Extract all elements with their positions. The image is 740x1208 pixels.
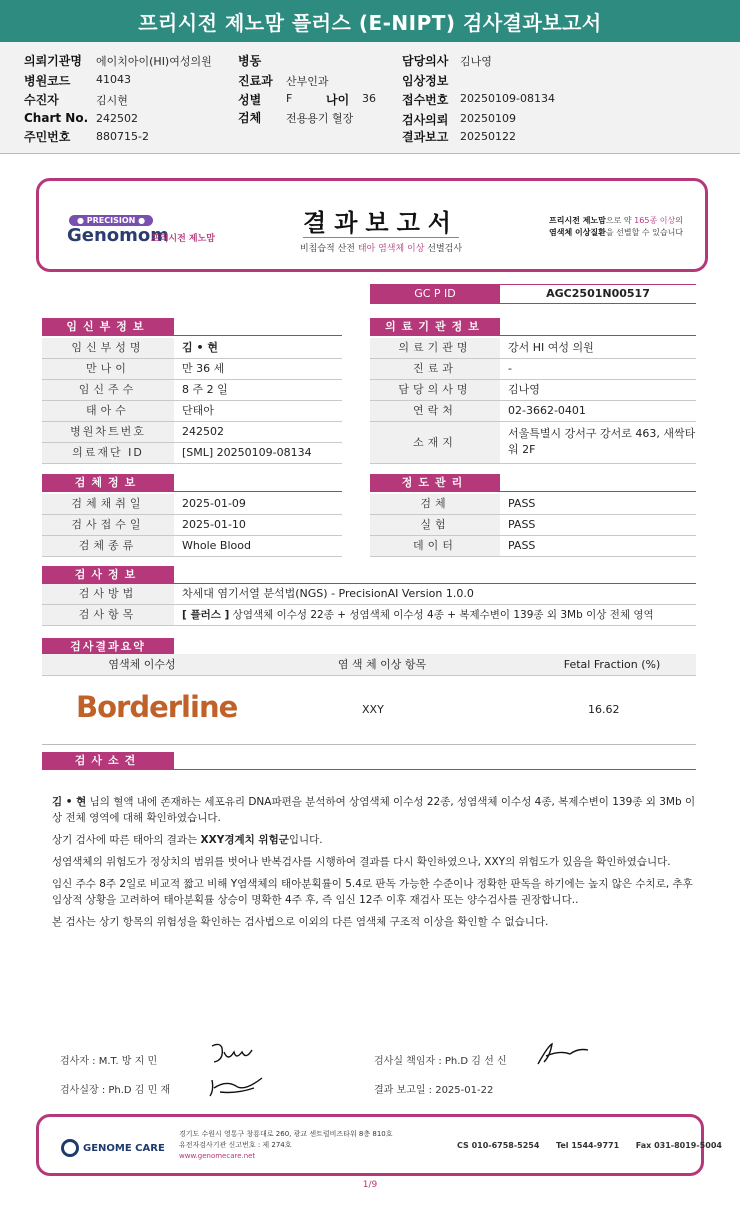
cs-number: CS 010-6758-5254 — [457, 1141, 540, 1150]
institution-info-value: 김나영 — [508, 383, 540, 396]
report-header — [36, 178, 708, 272]
pregnant-info-value: 242502 — [182, 425, 224, 438]
finding-3: 성염색체의 위험도가 정상치의 범위를 벗어나 반복검사를 시행하여 결과를 다시 확인하였으나, XXY의 위험도가 있음을 확인하였습니다. — [52, 856, 671, 868]
summary-col-aneuploidy: 염색체 이수성 — [108, 658, 176, 671]
tester-signature: 검사자 : M.T. 방 지 민 — [60, 1056, 158, 1067]
test-items-value: [ 플러스 ] 상염색체 이수성 22종 + 성염색체 이수성 4종 + 복제수변이 139종 외 3Mb 이상 전체 영역 — [182, 609, 654, 621]
quality-control-row — [370, 536, 696, 557]
address-value-line2: 워 2F — [508, 443, 536, 456]
fax-number: Fax 031-8019-5004 — [635, 1141, 722, 1150]
institution-info-label: 연락처 — [370, 401, 500, 421]
institution-info-label: 진료과 — [370, 359, 500, 379]
lab-address: 경기도 수원시 영통구 창룡대로 260, 광교 센트럴비즈타워 8층 810호 유전자검사기관 신고번호 : 제 274호 www.genomecare.net — [179, 1130, 393, 1160]
pregnant-info-label: 병원차트번호 — [42, 422, 174, 442]
test-method-label: 검사방법 — [42, 584, 174, 604]
clinical-label: 임상정보 — [402, 74, 449, 88]
website-link[interactable]: www.genomecare.net — [179, 1152, 256, 1160]
test-items-row — [42, 605, 696, 626]
specimen-value: 전용용기 혈장 — [286, 112, 354, 125]
summary-col-abnormal-item: 염 색 체 이상 항목 — [337, 658, 427, 671]
quality-control-value: PASS — [508, 539, 536, 552]
gcpid-label: GC P ID — [370, 284, 500, 304]
section-institution-info: 의료기관정보 — [370, 318, 500, 336]
finding-5: 본 검사는 상기 항목의 위험성을 확인하는 검사법으로 이외의 다른 염색체 구조적 이상을 확인할 수 없습니다. — [52, 916, 549, 928]
institution-info-value: - — [508, 362, 512, 375]
summary-col-fetal-fraction: Fetal Fraction (%) — [563, 658, 661, 671]
page-number: 1/9 — [362, 1180, 378, 1190]
receipt-label: 접수번호 — [402, 93, 449, 107]
heading-underline — [303, 237, 459, 238]
dept-value: 산부인과 — [286, 75, 329, 88]
specimen-info-row — [42, 536, 342, 557]
address-label: 소재지 — [370, 422, 500, 463]
genome-care-logo: GENOME CARE — [61, 1139, 165, 1157]
footer-box — [36, 1114, 722, 1176]
precision-badge: ● PRECISION ● — [69, 215, 153, 226]
age-value: 36 — [362, 92, 376, 105]
hospital-label: 의뢰기관명 — [24, 54, 82, 68]
section-findings: 검사소견 — [42, 752, 174, 770]
tel-number: Tel 1544-9771 — [555, 1141, 620, 1150]
institution-info-label: 담당의사명 — [370, 380, 500, 400]
quality-control-row — [370, 494, 696, 515]
pregnant-info-value: 단태아 — [182, 404, 214, 417]
pregnant-info-row — [42, 359, 342, 380]
finding-4: 임신 주수 8주 2일로 비교적 짧고 비해 Y염색체의 태아분획률이 5.4로 판독 가능한 수준이나 정확한 판독을 하기에는 높지 않은 수치로, 추후 임상적 상황을 고려하여 태아분획률 상승이 명확한 4주 후, 즉 임신 12주 이후 재검사 또는 양수검사를 권장합니다.. — [52, 878, 693, 906]
request-info-panel — [0, 42, 740, 154]
specimen-info-row — [42, 494, 342, 515]
pregnant-info-row — [42, 422, 342, 443]
institution-info-row — [370, 380, 696, 401]
age-label: 나이 — [326, 93, 350, 107]
section-test-info: 검사정보 — [42, 566, 174, 584]
genome-care-icon — [61, 1139, 79, 1157]
gcpid-value: AGC2501N00517 — [500, 284, 696, 304]
tester-signature-mark — [206, 1040, 256, 1068]
pregnant-info-value: 8 주 2 일 — [182, 383, 228, 396]
report-subheading: 비침습적 산전 태아 염색체 이상 선별검사 — [299, 244, 463, 254]
quality-control-label: 실험 — [370, 515, 500, 535]
institution-address-row — [370, 422, 696, 464]
result-report — [0, 160, 740, 1208]
pregnant-info-value: 만 36 세 — [182, 362, 225, 375]
pregnant-info-row — [42, 338, 342, 359]
institution-info-row — [370, 359, 696, 380]
doctor-value: 김나영 — [460, 55, 492, 68]
lab-chief-signature: 검사실장 : Ph.D 김 민 재 — [60, 1085, 171, 1096]
patient-value: 김시현 — [96, 94, 128, 107]
summary-header — [42, 654, 696, 676]
test-items-label: 검사항목 — [42, 605, 174, 625]
result-status: Borderline — [76, 690, 238, 724]
specimen-info-label: 검체종류 — [42, 536, 174, 556]
lab-director-signature-mark — [534, 1040, 590, 1068]
specimen-info-value: Whole Blood — [182, 539, 251, 552]
quality-control-label: 데이터 — [370, 536, 500, 556]
pregnant-info-row — [42, 380, 342, 401]
test-method-value: 차세대 염기서열 분석법(NGS) - PrecisionAI Version 1.0.0 — [182, 587, 474, 600]
quality-control-row — [370, 515, 696, 536]
lab-chief-signature-mark — [206, 1070, 266, 1100]
specimen-info-value: 2025-01-10 — [182, 518, 246, 531]
report-date-value: 20250122 — [460, 130, 516, 143]
section-quality-control: 정도관리 — [370, 474, 500, 492]
patient-label: 수진자 — [24, 93, 59, 107]
specimen-info-label: 검체채취일 — [42, 494, 174, 514]
institution-info-value: 강서 HI 여성 의원 — [508, 341, 594, 354]
pregnant-info-label: 임신부성명 — [42, 338, 174, 358]
pregnant-info-row — [42, 443, 342, 464]
institution-info-row — [370, 401, 696, 422]
pregnant-info-label: 임신주수 — [42, 380, 174, 400]
specimen-info-value: 2025-01-09 — [182, 497, 246, 510]
receipt-value: 20250109-08134 — [460, 92, 555, 105]
product-note: 프리시전 제노맘으로 약 165종 이상의 염색체 이상질환을 선별할 수 있습니다 — [549, 216, 684, 237]
finding-1: 김 • 현 님의 혈액 내에 존재하는 세포유리 DNA파편을 분석하여 상염색체 이수성 22종, 성염색체 이수성 4종, 복제수변이 139종 외 3Mb 이상 전체 영역에 대해 확인하였습니다. — [52, 796, 696, 824]
abnormal-item-value: XXY — [362, 703, 384, 716]
institution-info-row — [370, 338, 696, 359]
pregnant-info-label: 태아수 — [42, 401, 174, 421]
hospital-value: 에이치아이(HI)여성의원 — [96, 55, 212, 68]
report-date-label: 결과보고 — [402, 130, 449, 144]
idno-label: 주민번호 — [24, 130, 71, 144]
genomom-logo: Genomom — [67, 225, 170, 246]
pregnant-info-label: 만나이 — [42, 359, 174, 379]
test-method-row — [42, 584, 696, 605]
pregnant-info-row — [42, 401, 342, 422]
hospcode-value: 41043 — [96, 73, 131, 86]
page-title: 프리시전 제노맘 플러스 (E-NIPT) 검사결과보고서 — [0, 0, 740, 42]
lab-director-signature: 검사실 책임자 : Ph.D 김 선 신 — [374, 1056, 507, 1067]
sex-label: 성별 — [238, 93, 262, 107]
sex-value: F — [286, 92, 293, 105]
section-pregnant-info: 임신부정보 — [42, 318, 174, 336]
hospcode-label: 병원코드 — [24, 74, 71, 88]
genomom-logo-sub: 프리시전 제노맘 — [151, 234, 215, 244]
request-label: 검사의뢰 — [402, 113, 449, 127]
report-heading: 결과보고서 — [303, 209, 459, 237]
chart-value: 242502 — [96, 112, 138, 125]
request-value: 20250109 — [460, 112, 516, 125]
report-date: 결과 보고일 : 2025-01-22 — [374, 1085, 494, 1096]
quality-control-label: 검체 — [370, 494, 500, 514]
doctor-label: 담당의사 — [402, 54, 449, 68]
quality-control-value: PASS — [508, 518, 536, 531]
fetal-fraction-value: 16.62 — [588, 703, 620, 716]
ward-label: 병동 — [238, 54, 262, 68]
section-specimen-info: 검체정보 — [42, 474, 174, 492]
section-result-summary: 검사결과요약 — [42, 638, 174, 656]
pregnant-info-value: [SML] 20250109-08134 — [182, 446, 312, 459]
pregnant-info-label: 의료재단 ID — [42, 443, 174, 463]
institution-info-value: 02-3662-0401 — [508, 404, 586, 417]
quality-control-value: PASS — [508, 497, 536, 510]
idno-value: 880715-2 — [96, 130, 149, 143]
dept-label: 진료과 — [238, 74, 273, 88]
specimen-info-row — [42, 515, 342, 536]
pregnant-info-value: 김 • 현 — [182, 341, 218, 354]
specimen-label: 검체 — [238, 111, 262, 125]
findings-text — [52, 794, 702, 936]
address-value-line1: 서울특별시 강서구 강서로 463, 새싹타 — [508, 427, 696, 440]
specimen-info-label: 검사접수일 — [42, 515, 174, 535]
chart-label: Chart No. — [24, 111, 89, 125]
contact-numbers — [457, 1141, 736, 1150]
institution-info-label: 의료기관명 — [370, 338, 500, 358]
finding-2: 상기 검사에 따른 태아의 결과는 XXY경계치 위험군입니다. — [52, 834, 323, 846]
